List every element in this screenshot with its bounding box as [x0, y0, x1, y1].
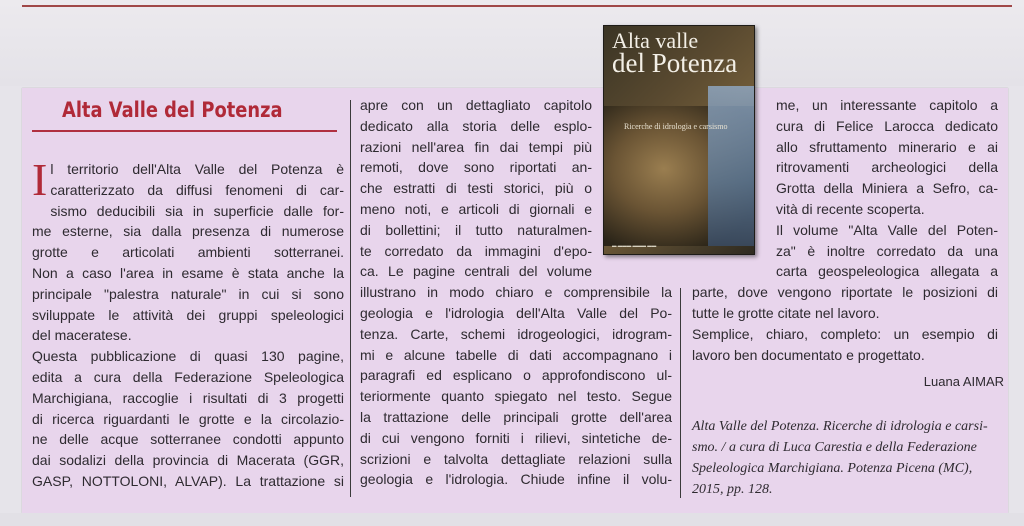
text-line: za" è inoltre corredato da una: [776, 242, 998, 259]
book-title-line: del Potenza: [612, 48, 738, 78]
text-line: apre con un dettagliato capitolo: [360, 97, 592, 113]
text-line: illustrano in modo chiaro e comprensibile la: [360, 284, 672, 301]
article-title: Alta Valle del Potenza: [62, 98, 283, 122]
bibliographic-reference: [692, 416, 998, 500]
text-line: Marchigiana, raccoglie i risultati di 3 progetti: [32, 389, 344, 406]
page-bottom-band: [0, 513, 1024, 526]
text-line: del maceratese.: [32, 327, 132, 344]
text-line: ne delle acque sotterranee condotti appunto: [32, 431, 344, 448]
text-line: tutte le grotte citate nel lavoro.: [692, 304, 880, 321]
text-line: ca. Le pagine centrali del volume: [360, 263, 592, 280]
book-title-line: Alta valle: [612, 28, 699, 53]
text-line: principale "palestra naturale" in cui si sono: [32, 285, 344, 302]
text-line: allo sfruttamento minerario e ai: [776, 138, 998, 155]
text-line: scrizioni e talvolta dettagliate relazioni sulla: [360, 450, 672, 467]
text-line: Il volume "Alta Valle del Poten-: [776, 221, 998, 238]
text-line: caratterizzato da diffusi fenomeni di car-: [50, 181, 344, 198]
text-line: mi e alcune tabelle di dati accompagnano i: [360, 346, 672, 363]
biblio-line: Speleologica Marchigiana. Potenza Picena (MC),: [692, 461, 973, 476]
text-line: dai sodalizi della provincia di Macerata (GGR,: [32, 452, 344, 469]
top-rule: [22, 5, 1012, 7]
text-line: paragrafi ed esplicano o approfondiscono ul-: [360, 367, 672, 384]
biblio-line: smo. / a cura di Luca Carestia e della Federazione: [692, 440, 977, 455]
text-line: remoti, dove sono riportati an-: [360, 159, 592, 176]
text-line: Non a caso l'area in esame è stata anche la: [32, 264, 344, 281]
text-line: sviluppate le attività dei gruppi speleologici: [32, 306, 344, 323]
text-line: te corredato da immagini d'epo-: [360, 242, 592, 259]
text-line: dedicato alla storia delle esplo-: [360, 117, 592, 134]
text-line: Grotta della Miniera a Sefro, ca-: [776, 180, 998, 197]
biblio-line: 2015, pp. 128.: [692, 482, 773, 497]
text-line: la trattazione delle principali grotte dell'area: [360, 408, 672, 425]
page-top-band: [0, 0, 1024, 86]
text-line: di bollettini; il tutto naturalmen-: [360, 221, 592, 238]
author-signature: Luana AIMAR: [923, 374, 1004, 389]
drop-cap: I: [32, 154, 48, 205]
text-line: l territorio dell'Alta Valle del Potenza è: [50, 161, 344, 177]
text-line: ritrovamenti archeologici della: [776, 159, 998, 176]
text-line: che estratti di testi storici, più o: [360, 180, 592, 197]
book-cover-title: [612, 30, 737, 76]
text-line: carta geospeleologica allegata a: [776, 263, 998, 280]
text-line: teriormente quanto spiegato nel testo. Segue: [360, 388, 672, 405]
text-line: parte, dove vengono riportate le posizioni di: [692, 284, 998, 301]
column-separator: [350, 100, 351, 497]
text-line: grotte e articolati ambienti sotterranei.: [32, 244, 344, 261]
text-line: lavoro ben documentato e progettato.: [692, 346, 925, 363]
text-line: me esterne, sia dalla presenza di numerose: [32, 223, 344, 240]
text-line: Semplice, chiaro, completo: un esempio di: [692, 325, 998, 342]
book-cover-subtitle: Ricerche di idrologia e carsismo: [624, 122, 728, 131]
text-line: GASP, NOTTOLONI, ALVAP). La trattazione si: [32, 472, 344, 489]
book-cover-image: [603, 25, 755, 255]
text-line: me, un interessante capitolo a: [776, 97, 998, 113]
text-line: razioni nell'area fin dai tempi più: [360, 138, 592, 155]
biblio-line: Alta Valle del Potenza. Ricerche di idrologia e carsi-: [692, 419, 988, 434]
text-line: vità di recente scoperta.: [776, 200, 925, 217]
text-line: meno noti, e articoli di giornali e: [360, 200, 592, 217]
water-photo: [708, 86, 754, 246]
text-line: cura di Felice Larocca dedicato: [776, 117, 998, 134]
book-cover-publisher-mark: ▬ ▬▬▬ ▬▬▬ ▬▬: [612, 243, 657, 248]
text-line: di cui vengono forniti i rilievi, sintetiche de-: [360, 429, 672, 446]
text-line: geologia e l'idrologia dell'Alta Valle del Po-: [360, 304, 672, 321]
text-line: Questa pubblicazione di quasi 130 pagine,: [32, 348, 344, 365]
column-separator: [680, 288, 681, 498]
title-underline: [32, 130, 337, 132]
text-line: di ricerca riguardanti le grotte e la circolazio-: [32, 410, 344, 427]
text-line: edita a cura della Federazione Speleologica: [32, 368, 344, 385]
text-line: geologia e l'idrologia. Chiude infine il volu-: [360, 471, 672, 488]
text-line: sismo deducibili sia in superficie dalle for-: [50, 202, 344, 219]
text-line: tenza. Carte, schemi idrogeologici, idrogram-: [360, 325, 672, 342]
text-column-1: [32, 154, 344, 492]
